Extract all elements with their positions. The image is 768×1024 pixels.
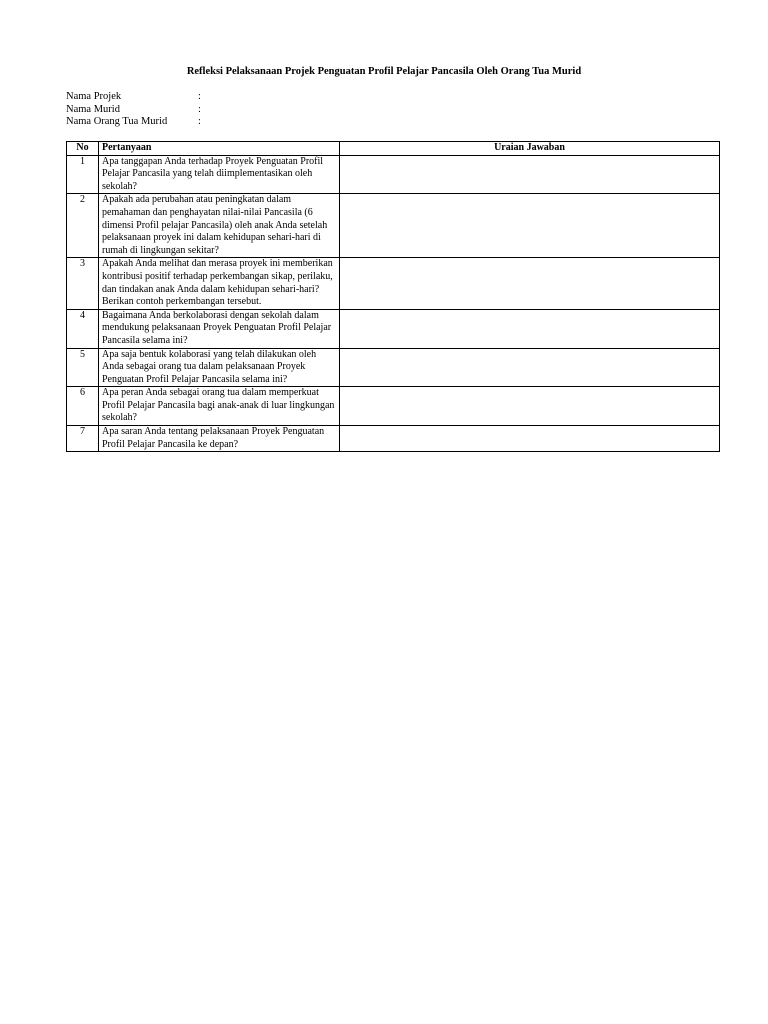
table-row bbox=[67, 194, 720, 258]
table-row bbox=[67, 309, 720, 348]
row-question: Apa saja bentuk kolaborasi yang telah dilakukan oleh Anda sebagai orang tua dalam pelaksanaan Proyek Penguatan Profil Pelajar Pancasila selama ini? bbox=[99, 348, 340, 387]
row-question: Apakah ada perubahan atau peningkatan dalam pemahaman dan penghayatan nilai-nilai Pancasila (6 dimensi Profil pelajar Pancasila) oleh anak Anda setelah pelaksanaan proyek ini dalam kehidupan sehari-hari di rumah di lingkungan sekitar? bbox=[99, 194, 340, 258]
info-value-student: : bbox=[198, 103, 201, 115]
info-label-student: Nama Murid bbox=[66, 103, 120, 115]
reflection-table bbox=[66, 141, 720, 452]
row-answer[interactable] bbox=[340, 194, 720, 258]
document-title: Refleksi Pelaksanaan Projek Penguatan Profil Pelajar Pancasila Oleh Orang Tua Murid bbox=[186, 66, 582, 77]
row-number: 6 bbox=[67, 387, 99, 426]
table-row bbox=[67, 348, 720, 387]
row-number: 3 bbox=[67, 258, 99, 309]
table-row bbox=[67, 426, 720, 452]
row-question: Apakah Anda melihat dan merasa proyek ini memberikan kontribusi positif terhadap perkembangan sikap, perilaku, dan tindakan anak Anda dalam kehidupan sehari-hari? Berikan contoh perkembangan tersebut. bbox=[99, 258, 340, 309]
row-question: Apa saran Anda tentang pelaksanaan Proyek Penguatan Profil Pelajar Pancasila ke depan? bbox=[99, 426, 340, 452]
row-answer[interactable] bbox=[340, 309, 720, 348]
row-number: 4 bbox=[67, 309, 99, 348]
row-answer[interactable] bbox=[340, 348, 720, 387]
table-row bbox=[67, 387, 720, 426]
row-number: 2 bbox=[67, 194, 99, 258]
info-value-project: : bbox=[198, 91, 201, 102]
info-label-parent: Nama Orang Tua Murid bbox=[66, 116, 168, 127]
row-answer[interactable] bbox=[340, 155, 720, 194]
row-answer[interactable] bbox=[340, 426, 720, 452]
info-block bbox=[66, 91, 208, 129]
row-number: 7 bbox=[67, 426, 99, 452]
table-row bbox=[67, 258, 720, 309]
row-number: 1 bbox=[67, 155, 99, 194]
info-row-parent bbox=[66, 116, 208, 129]
header-answer: Uraian Jawaban bbox=[340, 142, 720, 156]
row-answer[interactable] bbox=[340, 258, 720, 309]
table-header-row bbox=[67, 142, 720, 156]
info-label-project: Nama Projek bbox=[66, 91, 122, 102]
header-no: No bbox=[67, 142, 99, 156]
info-row-project bbox=[66, 91, 208, 104]
row-question: Apa tanggapan Anda terhadap Proyek Penguatan Profil Pelajar Pancasila yang telah diimplementasikan oleh sekolah? bbox=[99, 155, 340, 194]
row-question: Bagaimana Anda berkolaborasi dengan sekolah dalam mendukung pelaksanaan Proyek Penguatan Profil Pelajar Pancasila selama ini? bbox=[99, 309, 340, 348]
row-answer[interactable] bbox=[340, 387, 720, 426]
row-number: 5 bbox=[67, 348, 99, 387]
row-question: Apa peran Anda sebagai orang tua dalam memperkuat Profil Pelajar Pancasila bagi anak-anak di luar lingkungan sekolah? bbox=[99, 387, 340, 426]
info-value-parent: : bbox=[198, 116, 201, 127]
header-question: Pertanyaan bbox=[99, 142, 340, 156]
table-row bbox=[67, 155, 720, 194]
info-row-student bbox=[66, 104, 208, 117]
